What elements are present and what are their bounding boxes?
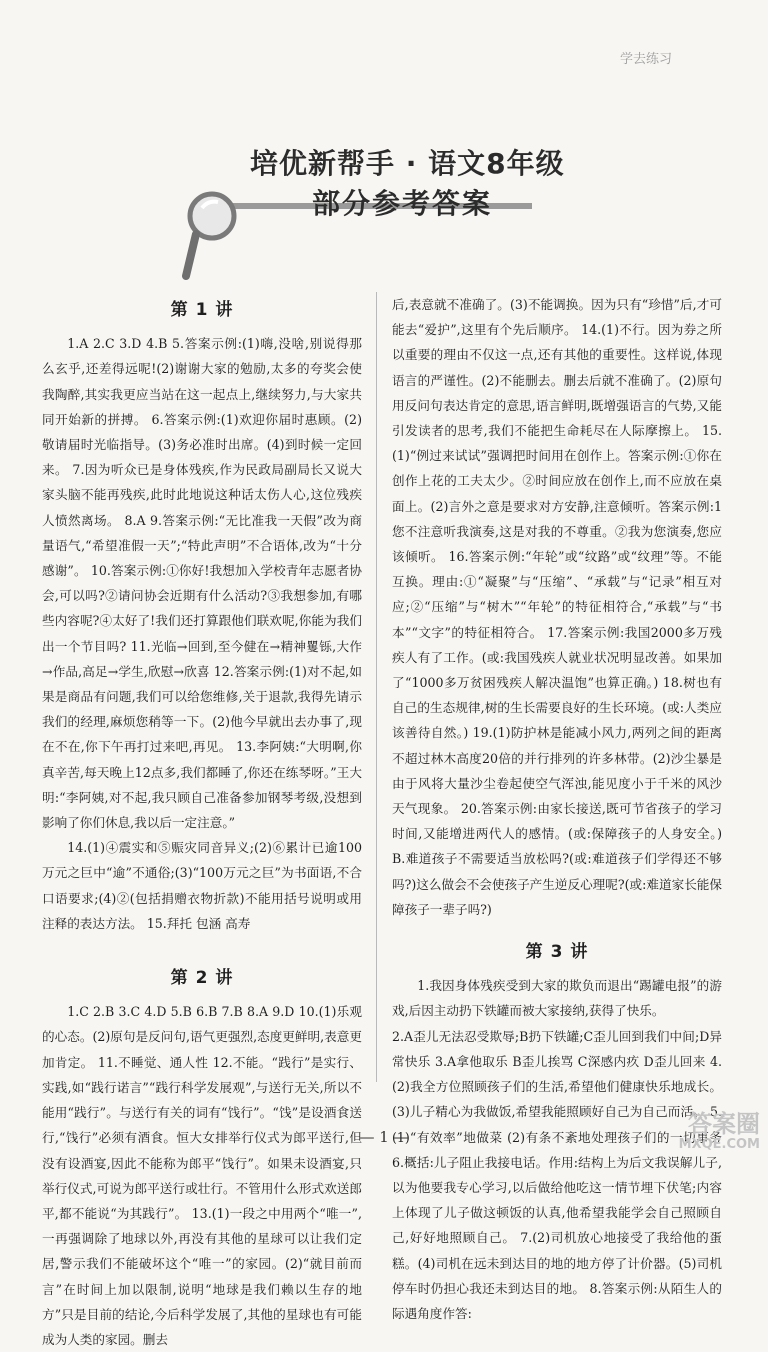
column-divider	[376, 292, 377, 1082]
answer-title: 部分参考答案	[312, 187, 493, 220]
lecture-1-answers-a: 1.A 2.C 3.D 4.B 5.答案示例:(1)嗨,没啥,别说得那么玄乎,还差得远呢!(2)谢谢大家的勉励,太多的夸奖会使我陶醉,其实我更应当站在这一起点上,继续努力,与大家共同开始新的拼搏。 6.答案示例:(1)欢迎你届时惠顾。(2)敬请届时光临指导。(3)务必准时出席。(4)到时候一定回来。 7.因为听众已是身体残疾,作为民政局副局长又说大家头脑不能再残疾,此时此地说这种话太伤人心,这位残疾人愤然离场。 8.A 9.答案示例:“无比准我一天假”改为商量语气,“希望准假一天”;“特此声明”不合语体,改为“十分感谢”。 10.答案示例:①你好!我想加入学校青年志愿者协会,可以吗?②请问协会近期有什么活动?③我想参加,有哪些内容呢?④太好了!我们还打算跟他们联欢呢,你能为我们出一个节目吗? 11.光临→回到,至今健在→精神矍铄,大作→作品,高足→学生,欣慰→欣喜 12.答案示例:(1)对不起,如果是商品有问题,我们可以给您维修,关于退款,我得先请示我们的经理,麻烦您稍等一下。(2)他今早就出去办事了,现在不在,你下午再打过来吧,再见。 13.李阿姨:“大明啊,你真辛苦,每天晚上12点多,我们都睡了,你还在练琴呀。”王大明:“李阿姨,对不起,我只顾自己准备参加钢琴考级,没想到影响了你们休息,我以后一定注意。”	[42, 336, 362, 831]
lecture-3-title: 第 3 讲	[525, 942, 589, 963]
page-number: — 1 —	[359, 1128, 409, 1146]
lecture-2-title: 第 2 讲	[170, 968, 234, 989]
lecture-1-title: 第 1 讲	[170, 300, 234, 320]
watermark-main: 答案圈	[688, 1110, 760, 1138]
lecture-3-answers-b: 2.A歪儿无法忍受欺辱;B扔下铁罐;C歪儿回到我们中间;D异常快乐 3.A拿他取乐 B歪儿挨骂 C深感内疚 D歪儿回来 4.(2)我全方位照顾孩子们的生活,希望他们健康快乐地成长。(3)儿子精心为我做饭,希望我能照顾好自己为自己而活。 5.(1)“有效率”地做菜 (2)有条不紊地处理孩子们的一切事务 6.概括:儿子阻止我接电话。作用:结构上为后文我误解儿子,以为他要我专心学习,以后做给他吃这一情节埋下伏笔;内容上体现了儿子做这顿饭的认真,他希望我能学会自己照顾自己,好好地照顾自己。 7.(2)司机放心地接受了我给他的蛋糕。(4)司机在远未到达目的地的地方停了计价器。(5)司机停车时仍担心我还未到达目的地。 8.答案示例:从陌生人的际遇角度作答:	[392, 1028, 722, 1321]
magnifier-icon	[180, 186, 250, 286]
watermark-logo	[640, 1110, 760, 1160]
lecture-1-answers-b: 14.(1)④震实和⑤赈灾同音异义;(2)⑥累计已逾100万元之巨中“逾”不通俗;(3)“100万元之巨”为书面语,不合口语要求;(4)②(包括捐赠衣物折款)不能用括号说明或用注释的表达方法。 15.拜托 包涵 高寿	[42, 840, 362, 931]
left-column	[42, 292, 362, 1352]
right-column	[392, 292, 722, 1326]
lecture-3-answers-a: 1.我因身体残疾受到大家的欺负而退出“踢罐电报”的游戏,后因主动扔下铁罐而被大家接纳,获得了快乐。	[392, 978, 722, 1019]
lecture-2-continued: 后,表意就不准确了。(3)不能调换。因为只有“珍惜”后,才可能去“爱护”,这里有个先后顺序。 14.(1)不行。因为券之所以重要的理由不仅这一点,还有其他的重要性。这样说,体现语言的严谨性。(2)不能删去。删去后就不准确了。(2)原句用反问句表达肯定的意思,语言鲜明,既增强语言的气势,又能引发读者的思考,我们不能把生命耗尽在人际摩擦上。 15.(1)“例过来试试”强调把时间用在创作上。答案示例:①你在创作上花的工夫太少。②时间应放在创作上,而不应放在桌面上。(2)言外之意是要求对方安静,注意倾听。答案示例:1您不注意听我演奏,这是对我的不尊重。②我为您演奏,您应该倾听。 16.答案示例:“年轮”或“纹路”或“纹理”等。不能互换。理由:①“凝聚”与“压缩”、“承载”与“记录”相互对应;②“压缩”与“树木”“年轮”的特征相符合,“承载”与“书本”“文字”的特征相符合。 17.答案示例:我国2000多万残疾人有了工作。(或:我国残疾人就业状况明显改善。如果加了“1000多万贫困残疾人解决温饱”也算正确。) 18.树也有自己的生态规律,树的生长需要良好的生长环境。(或:人类应该善待自然。) 19.(1)防护林是能减小风力,两列之间的距离不超过林木高度20倍的并行排列的许多林带。(2)沙尘暴是由于风将大量沙尘卷起使空气浑浊,能见度小于千米的风沙天气现象。 20.答案示例:由家长接送,既可节省孩子的学习时间,又能增进两代人的感情。(或:保障孩子的人身安全。) B.难道孩子不需要适当放松吗?(或:难道孩子们学得还不够吗?)这么做会不会使孩子产生逆反心理呢?(或:难道家长能保障孩子一辈子吗?)	[392, 297, 722, 917]
watermark-sub: MXQE.COM	[678, 1137, 760, 1152]
corner-mark: 学去练习	[620, 52, 673, 67]
book-title: 培优新帮手 · 语文8年级	[250, 147, 565, 180]
title-block	[180, 138, 600, 288]
lecture-2-answers: 1.C 2.B 3.C 4.D 5.B 6.B 7.B 8.A 9.D 10.(1)乐观的心态。(2)原句是反问句,语气更强烈,态度更鲜明,表意更加肯定。 11.不睡觉、通人性 12.不能。“践行”是实行、实践,如“践行诺言”“践行科学发展观”,与送行无关,所以不能用“践行”。与送行有关的词有“饯行”。“饯”是设酒食送行,“饯行”必须有酒食。恒大女排举行仪式为郎平送行,但没有设酒宴,因此不能称为郎平“饯行”。如果未设酒宴,只举行仪式,可说为郎平送行或壮行。不管用什么形式欢送郎平,都不能说“为其践行”。 13.(1)一段之中用两个“唯一”,一再强调除了地球以外,再没有其他的星球可以让我们定居,警示我们不能破坏这个“唯一”的家园。(2)“就目前而言”在时间上加以限制,说明“地球是我们赖以生存的地方”只是目前的结论,今后科学发展了,其他的星球也有可能成为人类的家园。删去	[42, 1004, 362, 1347]
